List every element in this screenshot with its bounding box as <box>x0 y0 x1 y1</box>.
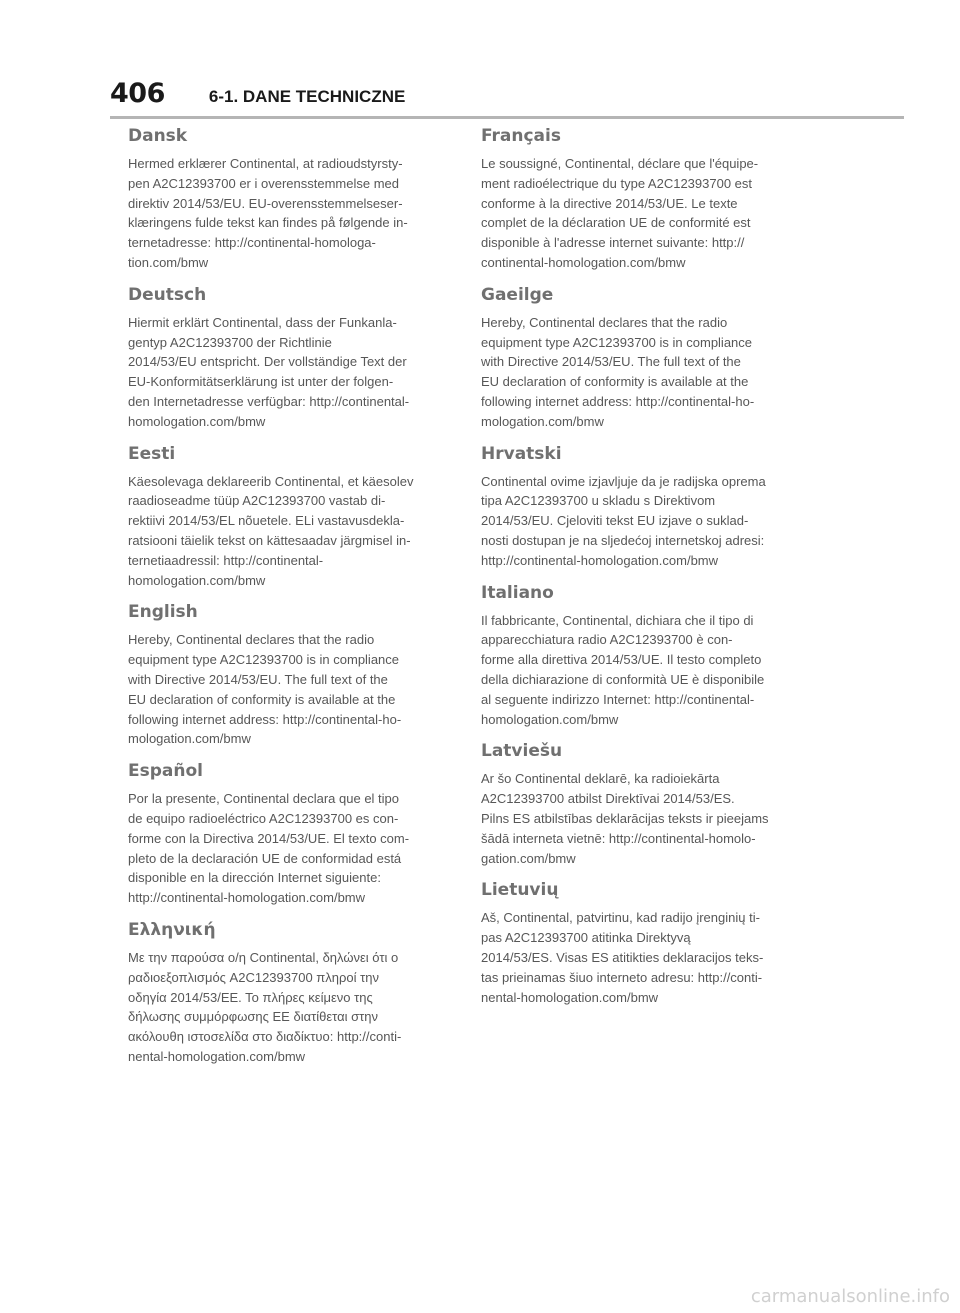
section-english <box>128 600 458 749</box>
section-latviesu <box>481 739 801 868</box>
language-heading: Ελληνική <box>128 919 216 940</box>
declaration-text: Continental ovime izjavljuje da je radijska oprema tipa A2C12393700 u skladu s Direktivom 2014/53/EU. Cjeloviti tekst EU izjave o suklad- nosti dostupan je na sljedećoj internetskoj adresi: http://continental-homologation.com/bmw <box>481 473 766 568</box>
section-eesti <box>128 442 458 591</box>
page-number: 406 <box>110 78 165 109</box>
section-deutsch <box>128 283 458 432</box>
declaration-text: Hereby, Continental declares that the radio equipment type A2C12393700 is in compliance with Directive 2014/53/EU. The full text of the EU declaration of conformity is available at the following internet address: http://continental-ho- mologation.com/bmw <box>128 632 402 747</box>
section-dansk <box>128 124 458 273</box>
header-divider <box>110 116 904 119</box>
declaration-text: Hermed erklærer Continental, at radioudstyrsty- pen A2C12393700 er i overensstemmelse med direktiv 2014/53/EU. EU-overensstemmelseser- klæringens fulde tekst kan findes på følgende in- ternetadresse: http://continental-homologa- tion.com/bmw <box>128 156 408 270</box>
language-heading: Español <box>128 761 203 782</box>
declaration-text: Por la presente, Continental declara que el tipo de equipo radioeléctrico A2C12393700 es con- forme con la Directiva 2014/53/UE. El texto com- pleto de la declaración UE de conformidad está disponible en la dirección Internet siguiente: http://continental-homologation.com/bmw <box>128 791 410 906</box>
language-heading: Deutsch <box>128 284 207 305</box>
chapter-title: 6-1. DANE TECHNICZNE <box>208 87 406 106</box>
language-heading: English <box>128 602 198 623</box>
section-gaeilge <box>481 283 801 432</box>
language-heading: Français <box>481 126 561 146</box>
language-heading: Eesti <box>128 443 176 464</box>
declaration-text: Aš, Continental, patvirtinu, kad radijo įrenginių ti- pas A2C12393700 atitinka Direktyvą 2014/53/ES. Visas ES atitikties deklaracijos teks- tas prieinamas šiuo interneto adresu: http://conti- nental-homologation.com/bmw <box>481 910 764 1005</box>
declaration-text: Hereby, Continental declares that the radio equipment type A2C12393700 is in compliance with Directive 2014/53/EU. The full text of the EU declaration of conformity is available at the following internet address: http://continental-ho- mologation.com/bmw <box>481 314 755 429</box>
watermark: carmanualsonline.info <box>750 1286 950 1307</box>
section-espanol <box>128 759 458 908</box>
section-lietuviu <box>481 878 801 1007</box>
declaration-text: Le soussigné, Continental, déclare que l'équipe- ment radioélectrique du type A2C12393700 est conforme à la directive 2014/53/UE. Le texte complet de la déclaration UE de conformité est disponible à l'adresse internet suivante: http:// continental-homologation.com/bmw <box>481 156 759 270</box>
language-heading: Italiano <box>481 582 554 603</box>
language-heading: Lietuvių <box>481 880 559 901</box>
right-column <box>481 124 801 1017</box>
declaration-text: Ar šo Continental deklarē, ka radioiekārta A2C12393700 atbilst Direktīvai 2014/53/ES. Pilns ES atbilstības deklarācijas teksts ir pieejams šādā interneta vietnē: http://continental-homolo- gation.com/bmw <box>481 771 769 866</box>
section-italiano <box>481 581 801 730</box>
declaration-text: Hiermit erklärt Continental, dass der Funkanla- gentyp A2C12393700 der Richtlinie 2014/53/EU entspricht. Der vollständige Text der EU-Konformitätserklärung ist unter der folgen- den Internetadresse verfügbar: http://continental- homologation.com/bmw <box>128 314 410 429</box>
section-greek <box>128 918 458 1067</box>
language-heading: Dansk <box>128 126 188 146</box>
language-heading: Latviešu <box>481 741 563 762</box>
declaration-text: Με την παρούσα ο/η Continental, δηλώνει ότι ο ραδιοεξοπλισμός A2C12393700 πληροί την οδηγία 2014/53/ΕΕ. Το πλήρες κείμενο της δήλωσης συμμόρφωσης ΕΕ διατίθεται στην ακόλουθη ιστοσελίδα στο διαδίκτυο: http://conti- nental-homologation.com/bmw <box>128 949 402 1064</box>
page-header <box>110 78 405 112</box>
declaration-text: Käesolevaga deklareerib Continental, et käesolev raadioseadme tüüp A2C12393700 vastab di- rektiivi 2014/53/EL nõuetele. ELi vastavusdekla- ratsiooni täielik tekst on kättesaadav järgmisel in- ternetiaadressil: http://continental- homologation.com/bmw <box>128 473 414 588</box>
section-francais <box>481 124 801 273</box>
language-heading: Hrvatski <box>481 443 562 464</box>
section-hrvatski <box>481 442 801 571</box>
language-heading: Gaeilge <box>481 284 554 305</box>
left-column <box>128 124 458 1077</box>
declaration-text: Il fabbricante, Continental, dichiara che il tipo di apparecchiatura radio A2C12393700 è con- forme alla direttiva 2014/53/UE. Il testo completo della dichiarazione di conformità UE è disponibile al seguente indirizzo Internet: http://continental- homologation.com/bmw <box>481 612 765 727</box>
